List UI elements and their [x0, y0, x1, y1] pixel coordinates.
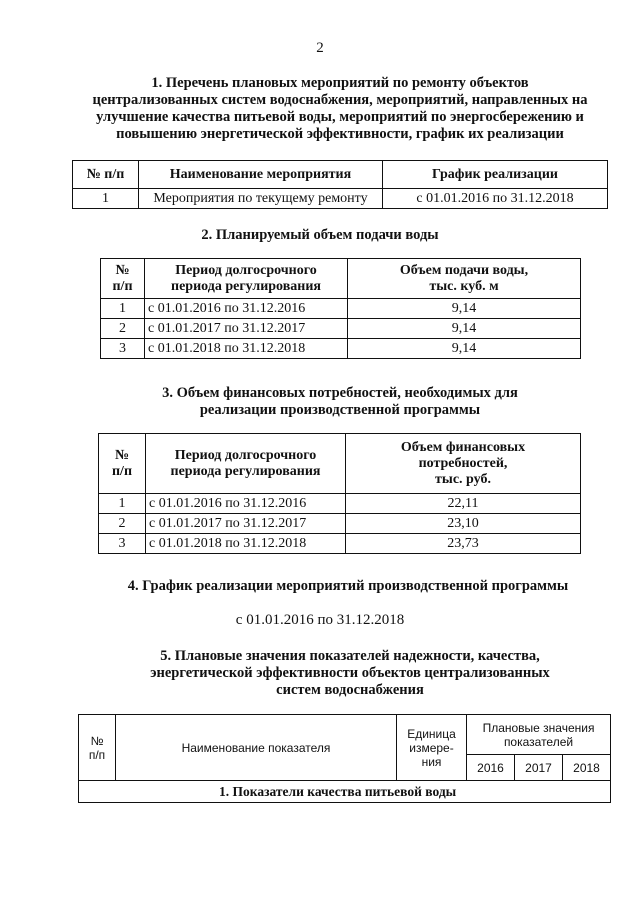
col-header-num: [99, 434, 146, 494]
section5-title-line: систем водоснабжения: [276, 682, 424, 698]
cell-volume: 9,14: [348, 299, 581, 319]
header-line: Период долгосрочного: [175, 262, 317, 278]
section3-title: [40, 385, 640, 419]
table-row: [101, 319, 581, 339]
section5-title-line: энергетической эффективности объектов централизованных: [150, 665, 550, 681]
col-header-indicator: Наименование показателя: [116, 715, 397, 781]
col-header-num: [101, 259, 145, 299]
cell-finance: 22,11: [346, 494, 581, 514]
col-header-year: 2018: [563, 755, 611, 781]
cell-volume: 9,14: [348, 339, 581, 359]
col-header-volume: [348, 259, 581, 299]
col-header-year: 2017: [515, 755, 563, 781]
section3-title-line: 3. Объем финансовых потребностей, необходимых для: [162, 385, 518, 401]
header-line: Период долгосрочного: [174, 447, 317, 463]
col-header-finance: [346, 434, 581, 494]
section1-title-line: централизованных систем водоснабжения, мероприятий, направленных на: [92, 92, 588, 108]
header-line: №: [90, 733, 104, 748]
table-row: [101, 339, 581, 359]
table-row: [99, 494, 581, 514]
section4-title: 4. График реализации мероприятий производственной программы: [127, 578, 569, 594]
cell-num: 3: [101, 339, 145, 359]
cell-num: 3: [99, 534, 146, 554]
cell-num: 2: [99, 514, 146, 534]
section1-title-line: 1. Перечень плановых мероприятий по ремонту объектов: [151, 75, 529, 91]
section1-title: [40, 75, 640, 143]
section1-title-line: улучшение качества питьевой воды, мероприятий по энергосбережению и: [96, 109, 584, 125]
table-header-row: [101, 259, 581, 299]
page-number: 2: [316, 40, 324, 56]
col-header-year: 2016: [467, 755, 515, 781]
table-section-row: [79, 781, 611, 803]
header-line: периода регулирования: [171, 278, 321, 294]
cell-finance: 23,10: [346, 514, 581, 534]
table-row: [101, 299, 581, 319]
header-line: Плановые значения: [482, 720, 595, 735]
cell-num: 1: [99, 494, 146, 514]
table-row: [99, 514, 581, 534]
col-header-period: [145, 259, 348, 299]
header-line: п/п: [88, 747, 106, 762]
section2-title: 2. Планируемый объем подачи воды: [201, 227, 439, 243]
table-row: [99, 534, 581, 554]
section5-title-line: 5. Плановые значения показателей надежности, качества,: [160, 648, 540, 664]
header-line: тыс. куб. м: [429, 278, 499, 294]
section4-period: с 01.01.2016 по 31.12.2018: [235, 612, 405, 628]
cell-schedule: с 01.01.2016 по 31.12.2018: [383, 189, 608, 209]
col-header-num: [79, 715, 116, 781]
cell-period: с 01.01.2017 по 31.12.2017: [145, 319, 348, 339]
col-header-activity: Наименование мероприятия: [139, 161, 383, 189]
activities-table: [72, 160, 608, 209]
financial-needs-table: [98, 433, 581, 554]
section1-title-line: повышению энергетической эффективности, график их реализации: [116, 126, 564, 142]
header-line: потребностей,: [418, 455, 508, 471]
col-header-unit: [397, 715, 467, 781]
cell-volume: 9,14: [348, 319, 581, 339]
col-header-plan: [467, 715, 611, 755]
col-header-period: [146, 434, 346, 494]
header-line: тыс. руб.: [435, 471, 491, 487]
header-line: Объем финансовых: [400, 439, 526, 455]
section3-title-line: реализации производственной программы: [199, 402, 481, 418]
header-line: Объем подачи воды,: [399, 262, 529, 278]
table-row: [73, 189, 608, 209]
cell-period: с 01.01.2016 по 31.12.2016: [146, 494, 346, 514]
header-line: №: [115, 262, 130, 278]
header-line: №: [114, 447, 130, 463]
cell-period: с 01.01.2018 по 31.12.2018: [146, 534, 346, 554]
cell-period: с 01.01.2016 по 31.12.2016: [145, 299, 348, 319]
table-header-row: [79, 715, 611, 755]
section5-title: [60, 648, 640, 699]
cell-num: 1: [73, 189, 139, 209]
section-row-label: 1. Показатели качества питьевой воды: [79, 781, 611, 803]
header-line: п/п: [111, 463, 133, 479]
water-supply-table: [100, 258, 581, 359]
table-header-row: [99, 434, 581, 494]
header-line: ния: [421, 754, 442, 769]
cell-period: с 01.01.2018 по 31.12.2018: [145, 339, 348, 359]
table-header-row: [73, 161, 608, 189]
cell-num: 1: [101, 299, 145, 319]
header-line: показателей: [503, 734, 574, 749]
cell-activity: Мероприятия по текущему ремонту: [139, 189, 383, 209]
header-line: измере-: [409, 740, 454, 755]
col-header-schedule: График реализации: [383, 161, 608, 189]
cell-period: с 01.01.2017 по 31.12.2017: [146, 514, 346, 534]
header-line: периода регулирования: [170, 463, 321, 479]
header-line: п/п: [112, 278, 133, 294]
indicators-table: [78, 714, 611, 803]
header-line: Единица: [407, 726, 456, 741]
col-header-num: № п/п: [73, 161, 139, 189]
cell-finance: 23,73: [346, 534, 581, 554]
cell-num: 2: [101, 319, 145, 339]
